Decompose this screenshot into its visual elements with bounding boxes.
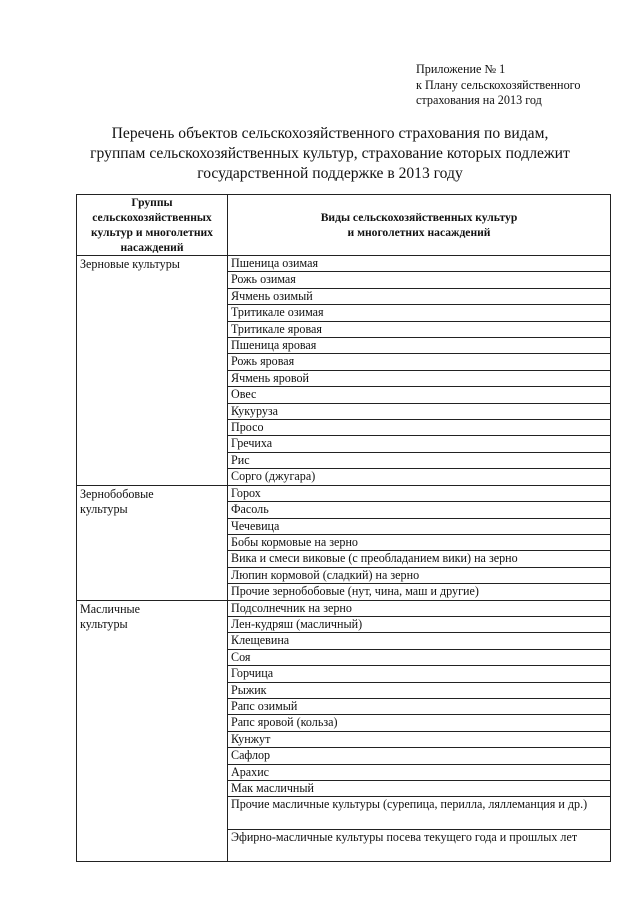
crop-cell: Эфирно-масличные культуры посева текущего года и прошлых лет <box>228 829 611 861</box>
appendix-line-3: страхования на 2013 год <box>416 93 542 107</box>
group-name-cell <box>77 600 228 861</box>
title-line-3: государственной поддержке в 2013 году <box>197 165 463 182</box>
group-name-cell <box>77 256 228 486</box>
appendix-block <box>416 62 626 109</box>
crop-cell: Ячмень озимый <box>228 288 611 304</box>
header-groups-cell <box>77 195 228 256</box>
crop-cell: Прочие масличные культуры (сурепица, перилла, ляллеманция и др.) <box>228 797 611 829</box>
title-line-1: Перечень объектов сельскохозяйственного страхования по видам, <box>111 125 549 142</box>
crop-cell: Рапс озимый <box>228 698 611 714</box>
crop-cell: Ячмень яровой <box>228 370 611 386</box>
crop-cell: Рожь озимая <box>228 272 611 288</box>
crop-cell: Рапс яровой (кольза) <box>228 715 611 731</box>
header-types-line: Виды сельскохозяйственных культур <box>320 211 518 224</box>
group-name-line: Зернобобовые <box>80 486 154 501</box>
table-header-row <box>77 195 611 256</box>
header-groups-line: культур и многолетних <box>91 226 213 239</box>
header-types-cell <box>228 195 611 256</box>
group-name-line: культуры <box>80 617 128 632</box>
crop-cell: Кукуруза <box>228 403 611 419</box>
crop-cell: Кунжут <box>228 731 611 747</box>
crop-cell: Вика и смеси виковые (с преобладанием вики) на зерно <box>228 551 611 567</box>
appendix-line-2: к Плану сельскохозяйственного <box>416 77 581 92</box>
crop-cell: Лен-кудряш (масличный) <box>228 616 611 632</box>
document-title <box>60 124 600 184</box>
crop-cell: Сорго (джугара) <box>228 469 611 485</box>
crop-cell: Клещевина <box>228 633 611 649</box>
crop-cell: Рыжик <box>228 682 611 698</box>
group-name-line: Зерновые культуры <box>80 257 180 271</box>
crop-cell: Овес <box>228 387 611 403</box>
header-types-line: и многолетних насаждений <box>347 226 491 239</box>
group-name-cell <box>77 485 228 600</box>
crop-cell: Горчица <box>228 666 611 682</box>
header-groups-line: насаждений <box>120 241 184 254</box>
crop-cell: Соя <box>228 649 611 665</box>
crop-cell: Гречиха <box>228 436 611 452</box>
crop-cell: Арахис <box>228 764 611 780</box>
table-row <box>77 256 611 272</box>
table-row <box>77 600 611 616</box>
crop-cell: Бобы кормовые на зерно <box>228 534 611 550</box>
crop-cell: Мак масличный <box>228 781 611 797</box>
crop-cell: Люпин кормовой (сладкий) на зерно <box>228 567 611 583</box>
group-name-line: культуры <box>80 502 128 517</box>
table-row <box>77 485 611 501</box>
crop-cell: Пшеница озимая <box>228 256 611 272</box>
crop-cell: Тритикале яровая <box>228 321 611 337</box>
crop-cell: Подсолнечник на зерно <box>228 600 611 616</box>
crop-cell: Просо <box>228 420 611 436</box>
group-name-line: Масличные <box>80 601 141 616</box>
crop-cell: Прочие зернобобовые (нут, чина, маш и другие) <box>228 584 611 600</box>
crops-table <box>76 194 611 862</box>
crop-cell: Сафлор <box>228 748 611 764</box>
header-groups-line: сельскохозяйственных <box>92 211 212 224</box>
title-line-2: группам сельскохозяйственных культур, страхование которых подлежит <box>90 145 570 162</box>
crop-cell: Рис <box>228 452 611 468</box>
crop-cell: Рожь яровая <box>228 354 611 370</box>
appendix-line-1: Приложение № 1 <box>416 62 506 76</box>
crop-cell: Горох <box>228 485 611 501</box>
crop-cell: Тритикале озимая <box>228 305 611 321</box>
header-groups-line: Группы <box>131 196 173 209</box>
crop-cell: Фасоль <box>228 502 611 518</box>
crop-cell: Пшеница яровая <box>228 338 611 354</box>
crop-cell: Чечевица <box>228 518 611 534</box>
